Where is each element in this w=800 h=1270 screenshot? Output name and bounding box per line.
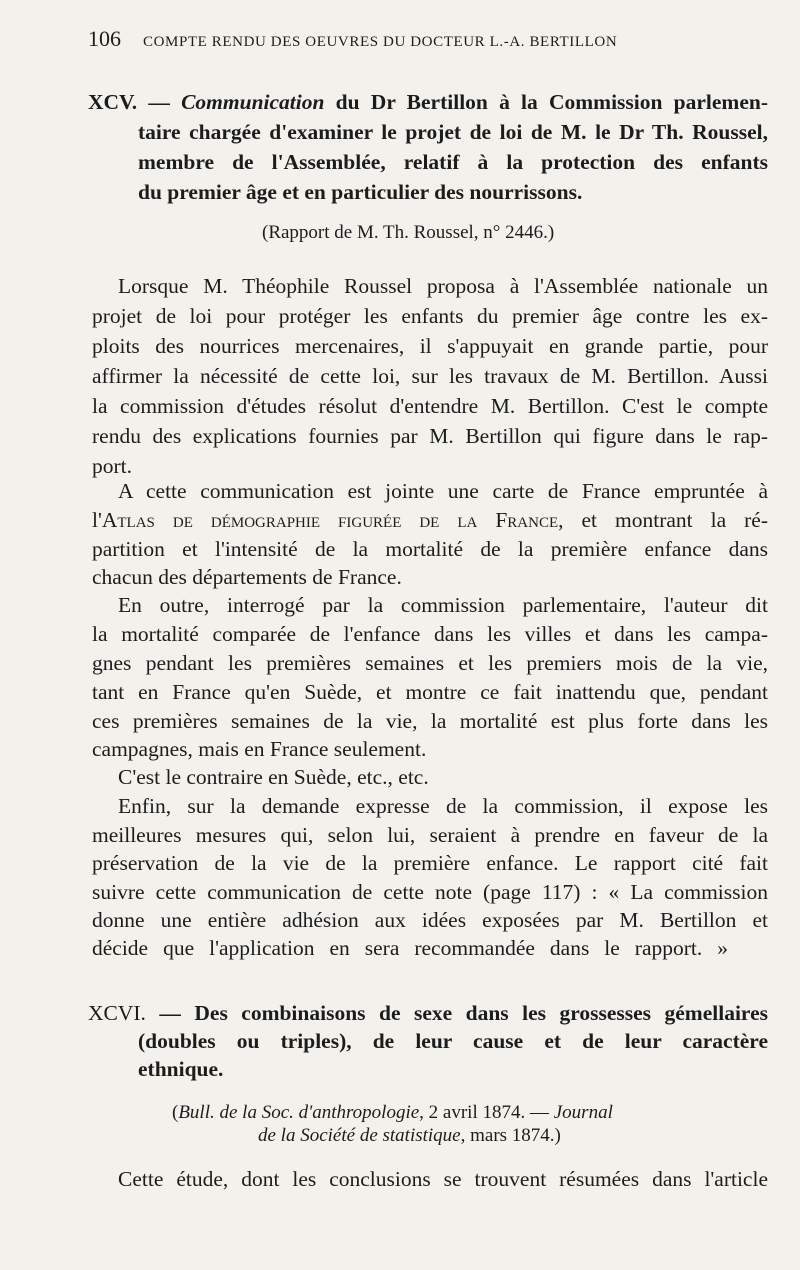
body-line: la commission d'études résolut d'entendre M. Bertillon. C'est le compte — [92, 394, 768, 418]
body-line: port. — [92, 454, 133, 478]
page-number: 106 — [88, 26, 121, 51]
body-line: affirmer la nécessité de cette loi, sur les travaux de M. Bertillon. Aussi — [92, 364, 768, 388]
running-title: COMPTE RENDU DES OEUVRES DU DOCTEUR L.-A. BERTILLON — [143, 34, 618, 50]
body-line: ploits des nourrices mercenaires, il s'appuyait en grande partie, pour — [92, 334, 768, 358]
section-96-reference-line-2: de la Société de statistique, mars 1874.) — [258, 1125, 561, 1146]
body-line: campagnes, mais en France seulement. — [92, 737, 427, 761]
section-95-reference: (Rapport de M. Th. Roussel, n° 2446.) — [262, 222, 555, 243]
section-96-reference-line-1: (Bull. de la Soc. d'anthropologie, 2 avril 1874. — Journal — [172, 1102, 613, 1123]
section-95-number: XCV. — [88, 90, 138, 114]
communication-word: Communication — [181, 90, 325, 114]
body-line: suivre cette communication de cette note (page 117) : « La commission — [92, 880, 768, 904]
section-96-number: XCVI. — [88, 1001, 146, 1025]
body-line: partition et l'intensité de la mortalité de la première enfance dans — [92, 537, 768, 561]
atlas-title: Atlas de démographie figurée de la France — [101, 508, 559, 532]
body-line: décide que l'application en sera recommandée dans le rapport. » — [92, 936, 728, 960]
body-line: Enfin, sur la demande expresse de la commission, il expose les — [118, 794, 768, 818]
body-line: gnes pendant les premières semaines et les premiers mois de la vie, — [92, 651, 768, 675]
body-line: projet de loi pour protéger les enfants du premier âge contre les ex- — [92, 304, 768, 328]
body-line: chacun des départements de France. — [92, 565, 402, 589]
body-line: la mortalité comparée de l'enfance dans les villes et dans les campa- — [92, 622, 768, 646]
section-95-title-line-1: XCV. — Communication du Dr Bertillon à la Commission parlemen- — [88, 90, 768, 114]
section-96-title-line-2: (doubles ou triples), de leur cause et de leur caractère — [138, 1029, 768, 1053]
body-line: A cette communication est jointe une carte de France empruntée à — [118, 479, 768, 503]
body-line: rendu des explications fournies par M. Bertillon qui figure dans le rap- — [92, 424, 768, 448]
body-line: préservation de la vie de la première enfance. Le rapport cité fait — [92, 851, 768, 875]
section-95-title-line-3: membre de l'Assemblée, relatif à la protection des enfants — [138, 150, 768, 174]
running-head — [88, 26, 708, 52]
body-line: C'est le contraire en Suède, etc., etc. — [118, 765, 429, 789]
body-line: tant en France qu'en Suède, et montre ce fait inattendu que, pendant — [92, 680, 768, 704]
body-line: En outre, interrogé par la commission parlementaire, l'auteur dit — [118, 593, 768, 617]
body-line: ces premières semaines de la vie, la mortalité est plus forte dans les — [92, 709, 768, 733]
section-96-title-line-3: ethnique. — [138, 1057, 224, 1081]
body-line: meilleures mesures qui, selon lui, seraient à prendre en faveur de la — [92, 823, 768, 847]
body-line: donne une entière adhésion aux idées exposées par M. Bertillon et — [92, 908, 768, 932]
section-95-title-line-4: du premier âge et en particulier des nourrissons. — [138, 180, 583, 204]
section-95-title-line-2: taire chargée d'examiner le projet de loi de M. le Dr Th. Roussel, — [138, 120, 768, 144]
body-line: Cette étude, dont les conclusions se trouvent résumées dans l'article — [118, 1167, 768, 1191]
body-line: Lorsque M. Théophile Roussel proposa à l'Assemblée nationale un — [118, 274, 768, 298]
section-96-title-line-1: XCVI. — Des combinaisons de sexe dans les grossesses gémellaires — [88, 1001, 768, 1025]
atlas-line: l'Atlas de démographie figurée de la France, et montrant la ré- — [92, 508, 768, 532]
